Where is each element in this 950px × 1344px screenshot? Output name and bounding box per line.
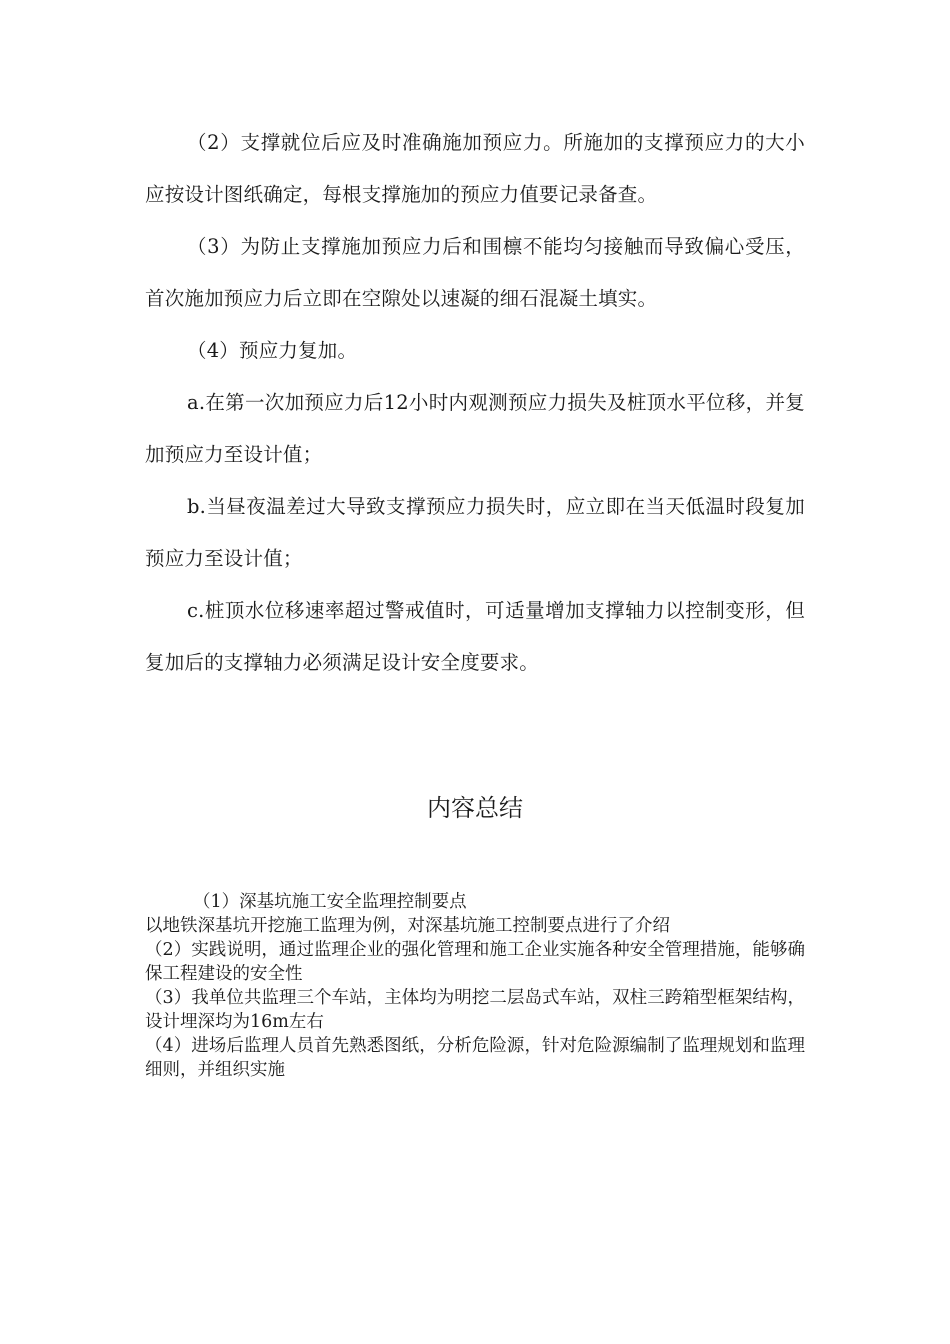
paragraph-prestress-readd-heading: （4）预应力复加。 xyxy=(187,339,358,362)
paragraph-eccentric-compression: （3）为防止支撑施加预应力后和围檩不能均匀接触而导致偏心受压，首次施加预应力后立即在空隙处以速凝的细石混凝土填实。 xyxy=(145,235,805,310)
summary-item: （3）我单位共监理三个车站，主体均为明挖二层岛式车站，双柱三跨箱型框架结构，设计埋深均为16m左右 xyxy=(145,988,805,1032)
paragraph-item-a: a.在第一次加预应力后12小时内观测预应力损失及桩顶水平位移，并复加预应力至设计值； xyxy=(145,391,805,466)
summary-item: （4）进场后监理人员首先熟悉图纸，分析危险源，针对危险源编制了监理规划和监理细则，并组织实施 xyxy=(145,1036,805,1080)
summary-title: 内容总结 xyxy=(427,794,523,822)
paragraph-prestress-application: （2）支撑就位后应及时准确施加预应力。所施加的支撑预应力的大小应按设计图纸确定，每根支撑施加的预应力值要记录备查。 xyxy=(145,131,805,206)
summary-item: 以地铁深基坑开挖施工监理为例，对深基坑施工控制要点进行了介绍 xyxy=(145,916,670,936)
summary-heading: （1）深基坑施工安全监理控制要点 xyxy=(193,892,467,912)
body-section xyxy=(145,117,805,689)
summary-section xyxy=(145,890,805,1082)
paragraph-item-b: b.当昼夜温差过大导致支撑预应力损失时，应立即在当天低温时段复加预应力至设计值； xyxy=(145,495,805,570)
summary-item: （2）实践说明，通过监理企业的强化管理和施工企业实施各种安全管理措施，能够确保工程建设的安全性 xyxy=(145,940,805,984)
paragraph-item-c: c.桩顶水位移速率超过警戒值时，可适量增加支撑轴力以控制变形，但复加后的支撑轴力必须满足设计安全度要求。 xyxy=(145,599,805,674)
